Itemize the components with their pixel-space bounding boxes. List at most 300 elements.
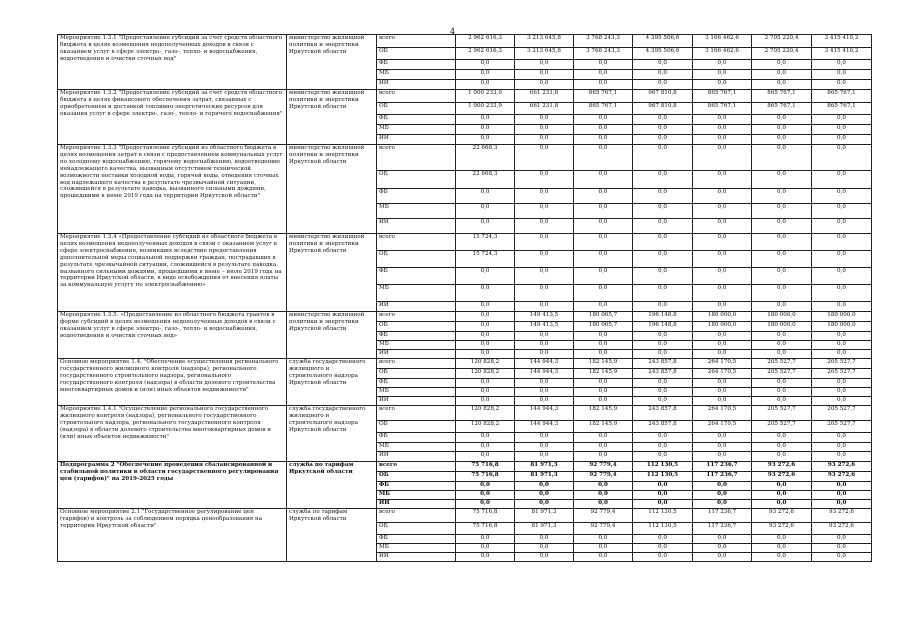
amount-cell: 0,0 [633,70,693,80]
amount-cell: 0,0 [693,219,752,234]
amount-cell: 0,0 [515,145,574,171]
amount-cell: 0,0 [752,302,812,312]
amount-cell: 22 668,3 [456,145,515,171]
funding-source: ИИ [377,350,456,359]
amount-cell: 0,0 [633,397,693,406]
amount-cell: 75 716,8 [456,509,515,523]
amount-cell: 0,0 [515,379,574,388]
funding-source: всего [377,312,456,322]
funding-source: всего [377,509,456,523]
amount-cell: 3 213 645,8 [515,35,574,48]
amount-cell: 0,0 [456,544,515,553]
funding-source: ИИ [377,135,456,145]
amount-cell: 0,0 [633,234,693,251]
amount-cell: 3 768 243,3 [574,35,633,48]
table-row [58,359,872,369]
amount-cell: 1 000 233,9 [456,90,515,103]
amount-cell: 112 130,5 [633,509,693,523]
amount-cell: 0,0 [456,379,515,388]
amount-cell: 2 962 616,3 [456,48,515,60]
amount-cell: 0,0 [515,535,574,544]
amount-cell: 0,0 [752,482,812,491]
amount-cell: 0,0 [574,302,633,312]
amount-cell: 1 000 233,9 [456,103,515,115]
amount-cell: 0,0 [693,379,752,388]
amount-cell: 0,0 [574,482,633,491]
amount-cell: 0,0 [812,145,872,171]
amount-cell: 144 944,3 [515,406,574,421]
amount-cell: 0,0 [456,397,515,406]
amount-cell: 15 724,3 [456,251,515,268]
amount-cell: 196 148,8 [633,322,693,332]
amount-cell: 865 767,1 [693,103,752,115]
amount-cell: 0,0 [752,379,812,388]
amount-cell: 0,0 [633,491,693,500]
funding-source: ИИ [377,452,456,462]
amount-cell: 0,0 [752,189,812,204]
amount-cell: 0,0 [574,535,633,544]
amount-cell: 0,0 [752,500,812,509]
amount-cell: 0,0 [752,433,812,443]
amount-cell: 92 779,4 [574,509,633,523]
activity-title: Мероприятие 1.3.1 "Предоставление субсидий за счет средств областного бюджета в целях возмещения недополученных доходов в связи с оказанием услуг в сфере электро-, газо-, тепло- и водоснабжения, водоотведения и очистки сточных вод" [58,35,287,90]
amount-cell: 93 272,6 [752,523,812,535]
amount-cell: 0,0 [456,443,515,452]
funding-source: ФБ [377,482,456,491]
amount-cell: 264 170,5 [693,421,752,433]
amount-cell: 120 828,2 [456,406,515,421]
amount-cell: 0,0 [812,268,872,285]
amount-cell: 0,0 [752,80,812,90]
amount-cell: 0,0 [812,388,872,397]
amount-cell: 0,0 [752,491,812,500]
funding-source: ИИ [377,302,456,312]
amount-cell: 0,0 [752,544,812,553]
amount-cell: 0,0 [574,135,633,145]
amount-cell: 0,0 [574,452,633,462]
amount-cell: 3 415 410,2 [812,48,872,60]
amount-cell: 0,0 [752,341,812,350]
funding-source: всего [377,462,456,472]
amount-cell: 0,0 [515,80,574,90]
activity-title: Мероприятие 1.3.5. «Предоставление из областного бюджета грантов в форме субсидий в целях возмещения недополученных доходов в связи с оказанием услуг в сфере электро-, газо-, тепло- и водоснабжения, водоотведения и очистки сточных вод» [58,312,287,359]
funding-source: всего [377,35,456,48]
amount-cell: 0,0 [752,268,812,285]
table-row [58,234,872,251]
amount-cell: 0,0 [812,70,872,80]
amount-cell: 0,0 [693,491,752,500]
funding-source: МБ [377,544,456,553]
amount-cell: 0,0 [812,553,872,562]
page-number: 4 [449,27,456,36]
amount-cell: 0,0 [693,171,752,189]
amount-cell: 93 272,6 [812,523,872,535]
amount-cell: 264 170,5 [693,359,752,369]
funding-source: ИИ [377,80,456,90]
amount-cell: 0,0 [693,115,752,125]
amount-cell: 0,0 [456,302,515,312]
amount-cell: 0,0 [633,341,693,350]
executor: министерство жилищной политики и энергетики Иркутской области [287,35,377,90]
table-row [58,145,872,171]
amount-cell: 0,0 [515,70,574,80]
amount-cell: 92 779,4 [574,523,633,535]
amount-cell: 81 971,3 [515,462,574,472]
amount-cell: 0,0 [693,285,752,302]
amount-cell: 0,0 [633,115,693,125]
amount-cell: 0,0 [812,125,872,135]
amount-cell: 0,0 [812,80,872,90]
amount-cell: 0,0 [633,80,693,90]
amount-cell: 264 170,5 [693,406,752,421]
amount-cell: 0,0 [456,332,515,341]
amount-cell: 149 413,5 [515,312,574,322]
amount-cell: 149 413,5 [515,322,574,332]
activity-title: Основное мероприятие 2.1 "Государственное регулирование цен (тарифов) и контроль за соблюдением порядка ценообразования на территории Иркутской области" [58,509,287,562]
executor: служба по тарифам Иркутской области [287,509,377,562]
amount-cell: 865 767,1 [812,103,872,115]
amount-cell: 0,0 [812,115,872,125]
funding-source: всего [377,145,456,171]
amount-cell: 0,0 [752,60,812,70]
activity-title: Основное мероприятие 1.4. "Обеспечение осуществления регионального государственного жилищного контроля (надзора), регионального государственного строительного надзора, регионального государственного контроля (надзора) в области долевого строительства многоквартирных домов и (или) иных объектов недвижимости" [58,359,287,406]
amount-cell: 0,0 [752,350,812,359]
amount-cell: 0,0 [456,388,515,397]
funding-source: МБ [377,388,456,397]
funding-source: МБ [377,285,456,302]
amount-cell: 0,0 [812,171,872,189]
executor: министерство жилищной политики и энергетики Иркутской области [287,234,377,312]
amount-cell: 0,0 [515,125,574,135]
table-row [58,462,872,472]
amount-cell: 81 971,3 [515,472,574,482]
amount-cell: 205 527,7 [812,406,872,421]
amount-cell: 0,0 [515,135,574,145]
amount-cell: 0,0 [574,491,633,500]
amount-cell: 0,0 [693,500,752,509]
table-row [58,90,872,103]
amount-cell: 0,0 [574,350,633,359]
amount-cell: 0,0 [456,268,515,285]
amount-cell: 0,0 [812,452,872,462]
amount-cell: 180 000,0 [812,312,872,322]
activity-title: Мероприятие 1.4.1 "Осуществление регионального государственного жилищного контроля (надзора), регионального государственного строительного надзора, регионального государственного контроля (надзора) в области долевого строительства многоквартирных домов и (или) иных объектов недвижимости" [58,406,287,462]
amount-cell: 0,0 [693,535,752,544]
amount-cell: 0,0 [693,553,752,562]
amount-cell: 75 716,8 [456,472,515,482]
table-row [58,312,872,322]
amount-cell: 205 527,7 [812,369,872,379]
budget-table-body [58,35,872,562]
amount-cell: 182 145,9 [574,369,633,379]
amount-cell: 22 668,3 [456,171,515,189]
funding-source: ОБ [377,523,456,535]
amount-cell: 0,0 [633,219,693,234]
funding-source: ОБ [377,322,456,332]
amount-cell: 0,0 [812,302,872,312]
amount-cell: 0,0 [812,500,872,509]
amount-cell: 93 272,6 [752,462,812,472]
amount-cell: 0,0 [812,350,872,359]
amount-cell: 865 767,1 [693,90,752,103]
funding-source: ОБ [377,251,456,268]
amount-cell: 0,0 [752,135,812,145]
amount-cell: 180 000,0 [812,322,872,332]
amount-cell: 0,0 [812,535,872,544]
amount-cell: 0,0 [574,332,633,341]
amount-cell: 0,0 [456,135,515,145]
amount-cell: 0,0 [456,350,515,359]
amount-cell: 0,0 [752,219,812,234]
amount-cell: 0,0 [574,500,633,509]
amount-cell: 180 065,7 [574,312,633,322]
amount-cell: 0,0 [515,397,574,406]
amount-cell: 120 828,2 [456,421,515,433]
executor: служба государственного жилищного и строительного надзора Иркутской области [287,359,377,406]
amount-cell: 0,0 [456,535,515,544]
amount-cell: 0,0 [693,135,752,145]
amount-cell: 0,0 [752,535,812,544]
amount-cell: 0,0 [633,189,693,204]
funding-source: МБ [377,491,456,500]
amount-cell: 0,0 [633,285,693,302]
amount-cell: 0,0 [752,285,812,302]
amount-cell: 0,0 [515,482,574,491]
amount-cell: 0,0 [752,115,812,125]
activity-title: Мероприятие 1.3.4 «Предоставление субсидий из областного бюджета в целях возмещения недополученных доходов в связи с оказанием услуг в сфере электроснабжения, возникших вследствие предоставления дополнительной меры социальной поддержки граждан, пострадавших в результате чрезвычайной ситуации, сложившейся в результате паводка, вызванного сильными дождями, прошедшими в июне – июле 2019 года на территории Иркутской области, в виде освобождения от внесения платы за коммунальную услугу по электроснабжению» [58,234,287,312]
funding-source: ФБ [377,268,456,285]
amount-cell: 0,0 [633,125,693,135]
amount-cell: 0,0 [574,285,633,302]
amount-cell: 0,0 [633,302,693,312]
amount-cell: 120 828,2 [456,359,515,369]
amount-cell: 0,0 [693,204,752,219]
budget-table [57,34,872,562]
funding-source: ИИ [377,397,456,406]
amount-cell: 93 272,6 [812,509,872,523]
amount-cell: 0,0 [515,500,574,509]
amount-cell: 0,0 [456,60,515,70]
amount-cell: 2 705 220,4 [752,48,812,60]
amount-cell: 0,0 [693,452,752,462]
amount-cell: 117 236,7 [693,472,752,482]
amount-cell: 0,0 [574,433,633,443]
amount-cell: 0,0 [693,332,752,341]
amount-cell: 92 779,4 [574,472,633,482]
amount-cell: 0,0 [693,544,752,553]
funding-source: ОБ [377,48,456,60]
amount-cell: 0,0 [752,332,812,341]
amount-cell: 0,0 [633,60,693,70]
amount-cell: 0,0 [693,482,752,491]
amount-cell: 0,0 [456,115,515,125]
amount-cell: 661 231,8 [515,90,574,103]
amount-cell: 0,0 [574,553,633,562]
amount-cell: 0,0 [633,433,693,443]
amount-cell: 0,0 [515,204,574,219]
amount-cell: 0,0 [515,544,574,553]
amount-cell: 865 767,1 [574,103,633,115]
funding-source: МБ [377,204,456,219]
amount-cell: 0,0 [693,145,752,171]
amount-cell: 0,0 [633,135,693,145]
funding-source: ФБ [377,60,456,70]
table-row [58,35,872,48]
amount-cell: 243 857,8 [633,369,693,379]
amount-cell: 0,0 [633,268,693,285]
amount-cell: 264 170,5 [693,369,752,379]
amount-cell: 0,0 [515,553,574,562]
amount-cell: 182 145,9 [574,406,633,421]
amount-cell: 205 527,7 [812,359,872,369]
amount-cell: 0,0 [574,234,633,251]
amount-cell: 0,0 [515,433,574,443]
amount-cell: 93 272,6 [752,472,812,482]
amount-cell: 0,0 [633,553,693,562]
funding-source: ФБ [377,189,456,204]
funding-source: МБ [377,341,456,350]
amount-cell: 81 971,3 [515,509,574,523]
amount-cell: 117 236,7 [693,509,752,523]
executor: министерство жилищной политики и энергетики Иркутской области [287,145,377,234]
amount-cell: 0,0 [812,219,872,234]
amount-cell: 0,0 [693,350,752,359]
amount-cell: 205 527,7 [752,406,812,421]
amount-cell: 0,0 [633,251,693,268]
amount-cell: 196 148,8 [633,312,693,322]
amount-cell: 92 779,4 [574,462,633,472]
amount-cell: 0,0 [812,332,872,341]
amount-cell: 0,0 [456,452,515,462]
amount-cell: 144 944,3 [515,421,574,433]
amount-cell: 205 527,7 [752,369,812,379]
funding-source: ОБ [377,421,456,433]
funding-source: МБ [377,70,456,80]
amount-cell: 0,0 [456,125,515,135]
amount-cell: 0,0 [693,341,752,350]
amount-cell: 112 130,5 [633,523,693,535]
amount-cell: 112 130,5 [633,462,693,472]
amount-cell: 180 000,0 [693,312,752,322]
amount-cell: 0,0 [693,60,752,70]
amount-cell: 243 857,8 [633,359,693,369]
amount-cell: 0,0 [515,115,574,125]
amount-cell: 0,0 [515,443,574,452]
amount-cell: 0,0 [515,491,574,500]
amount-cell: 0,0 [633,171,693,189]
amount-cell: 0,0 [752,145,812,171]
amount-cell: 0,0 [812,135,872,145]
funding-source: ФБ [377,433,456,443]
amount-cell: 0,0 [752,397,812,406]
amount-cell: 0,0 [812,251,872,268]
amount-cell: 0,0 [812,433,872,443]
amount-cell: 0,0 [515,171,574,189]
amount-cell: 0,0 [633,145,693,171]
amount-cell: 0,0 [574,145,633,171]
amount-cell: 0,0 [456,482,515,491]
amount-cell: 0,0 [515,268,574,285]
amount-cell: 865 767,1 [812,90,872,103]
amount-cell: 0,0 [633,452,693,462]
amount-cell: 0,0 [693,433,752,443]
amount-cell: 0,0 [574,204,633,219]
amount-cell: 0,0 [574,171,633,189]
activity-title: Мероприятие 1.3.2 "Предоставление субсидий за счет средств областного бюджета в целях финансового обеспечения затрат, связанных с приобретением и доставкой топливно-энергетических ресурсов для оказания услуг в сфере электро-, газо-, тепло- и горячего водоснабжения" [58,90,287,145]
amount-cell: 205 527,7 [752,421,812,433]
amount-cell: 0,0 [456,80,515,90]
amount-cell: 0,0 [812,341,872,350]
amount-cell: 0,0 [574,379,633,388]
amount-cell: 4 395 506,6 [633,35,693,48]
amount-cell: 0,0 [812,60,872,70]
amount-cell: 112 130,5 [633,472,693,482]
amount-cell: 0,0 [574,397,633,406]
amount-cell: 144 944,3 [515,359,574,369]
amount-cell: 0,0 [633,204,693,219]
table-row [58,406,872,421]
funding-source: всего [377,406,456,421]
amount-cell: 0,0 [812,443,872,452]
amount-cell: 93 272,6 [812,472,872,482]
executor: министерство жилищной политики и энергетики Иркутской области [287,312,377,359]
amount-cell: 0,0 [752,234,812,251]
amount-cell: 75 716,8 [456,462,515,472]
amount-cell: 0,0 [752,443,812,452]
amount-cell: 0,0 [633,388,693,397]
amount-cell: 2 962 616,3 [456,35,515,48]
amount-cell: 0,0 [515,285,574,302]
table-row [58,509,872,523]
amount-cell: 0,0 [456,219,515,234]
amount-cell: 865 767,1 [752,90,812,103]
amount-cell: 0,0 [752,553,812,562]
funding-source: ОБ [377,472,456,482]
amount-cell: 865 767,1 [574,90,633,103]
amount-cell: 0,0 [812,544,872,553]
amount-cell: 0,0 [456,70,515,80]
activity-title: Мероприятие 1.3.3 "Предоставление субсидий из областного бюджета в целях возмещения затрат в связи с предоставлением коммунальных услуг по холодному водоснабжению, горячему водоснабжению, водоотведению ненадлежащего качества, вызванным отсутствием технической возможности поставки холодной воды, горячей воды, отведения сточных вод надлежащего качества в результате чрезвычайной ситуации, сложившейся в результате паводка, вызванного сильными дождями, прошедшими в июне 2019 года на территории Иркутской области" [58,145,287,234]
amount-cell: 0,0 [574,125,633,135]
amount-cell: 3 768 243,3 [574,48,633,60]
amount-cell: 75 716,8 [456,523,515,535]
amount-cell: 0,0 [515,341,574,350]
amount-cell: 0,0 [633,544,693,553]
amount-cell: 0,0 [456,433,515,443]
funding-source: ИИ [377,219,456,234]
amount-cell: 0,0 [515,350,574,359]
amount-cell: 0,0 [574,115,633,125]
amount-cell: 0,0 [574,60,633,70]
amount-cell: 0,0 [515,189,574,204]
amount-cell: 0,0 [812,189,872,204]
amount-cell: 0,0 [633,350,693,359]
amount-cell: 0,0 [752,70,812,80]
amount-cell: 0,0 [693,388,752,397]
amount-cell: 0,0 [456,189,515,204]
amount-cell: 0,0 [633,482,693,491]
amount-cell: 205 527,7 [812,421,872,433]
amount-cell: 0,0 [456,312,515,322]
amount-cell: 0,0 [515,452,574,462]
amount-cell: 0,0 [574,443,633,452]
amount-cell: 0,0 [693,234,752,251]
amount-cell: 0,0 [456,491,515,500]
amount-cell: 182 145,9 [574,359,633,369]
amount-cell: 0,0 [693,443,752,452]
amount-cell: 0,0 [515,388,574,397]
amount-cell: 0,0 [693,125,752,135]
